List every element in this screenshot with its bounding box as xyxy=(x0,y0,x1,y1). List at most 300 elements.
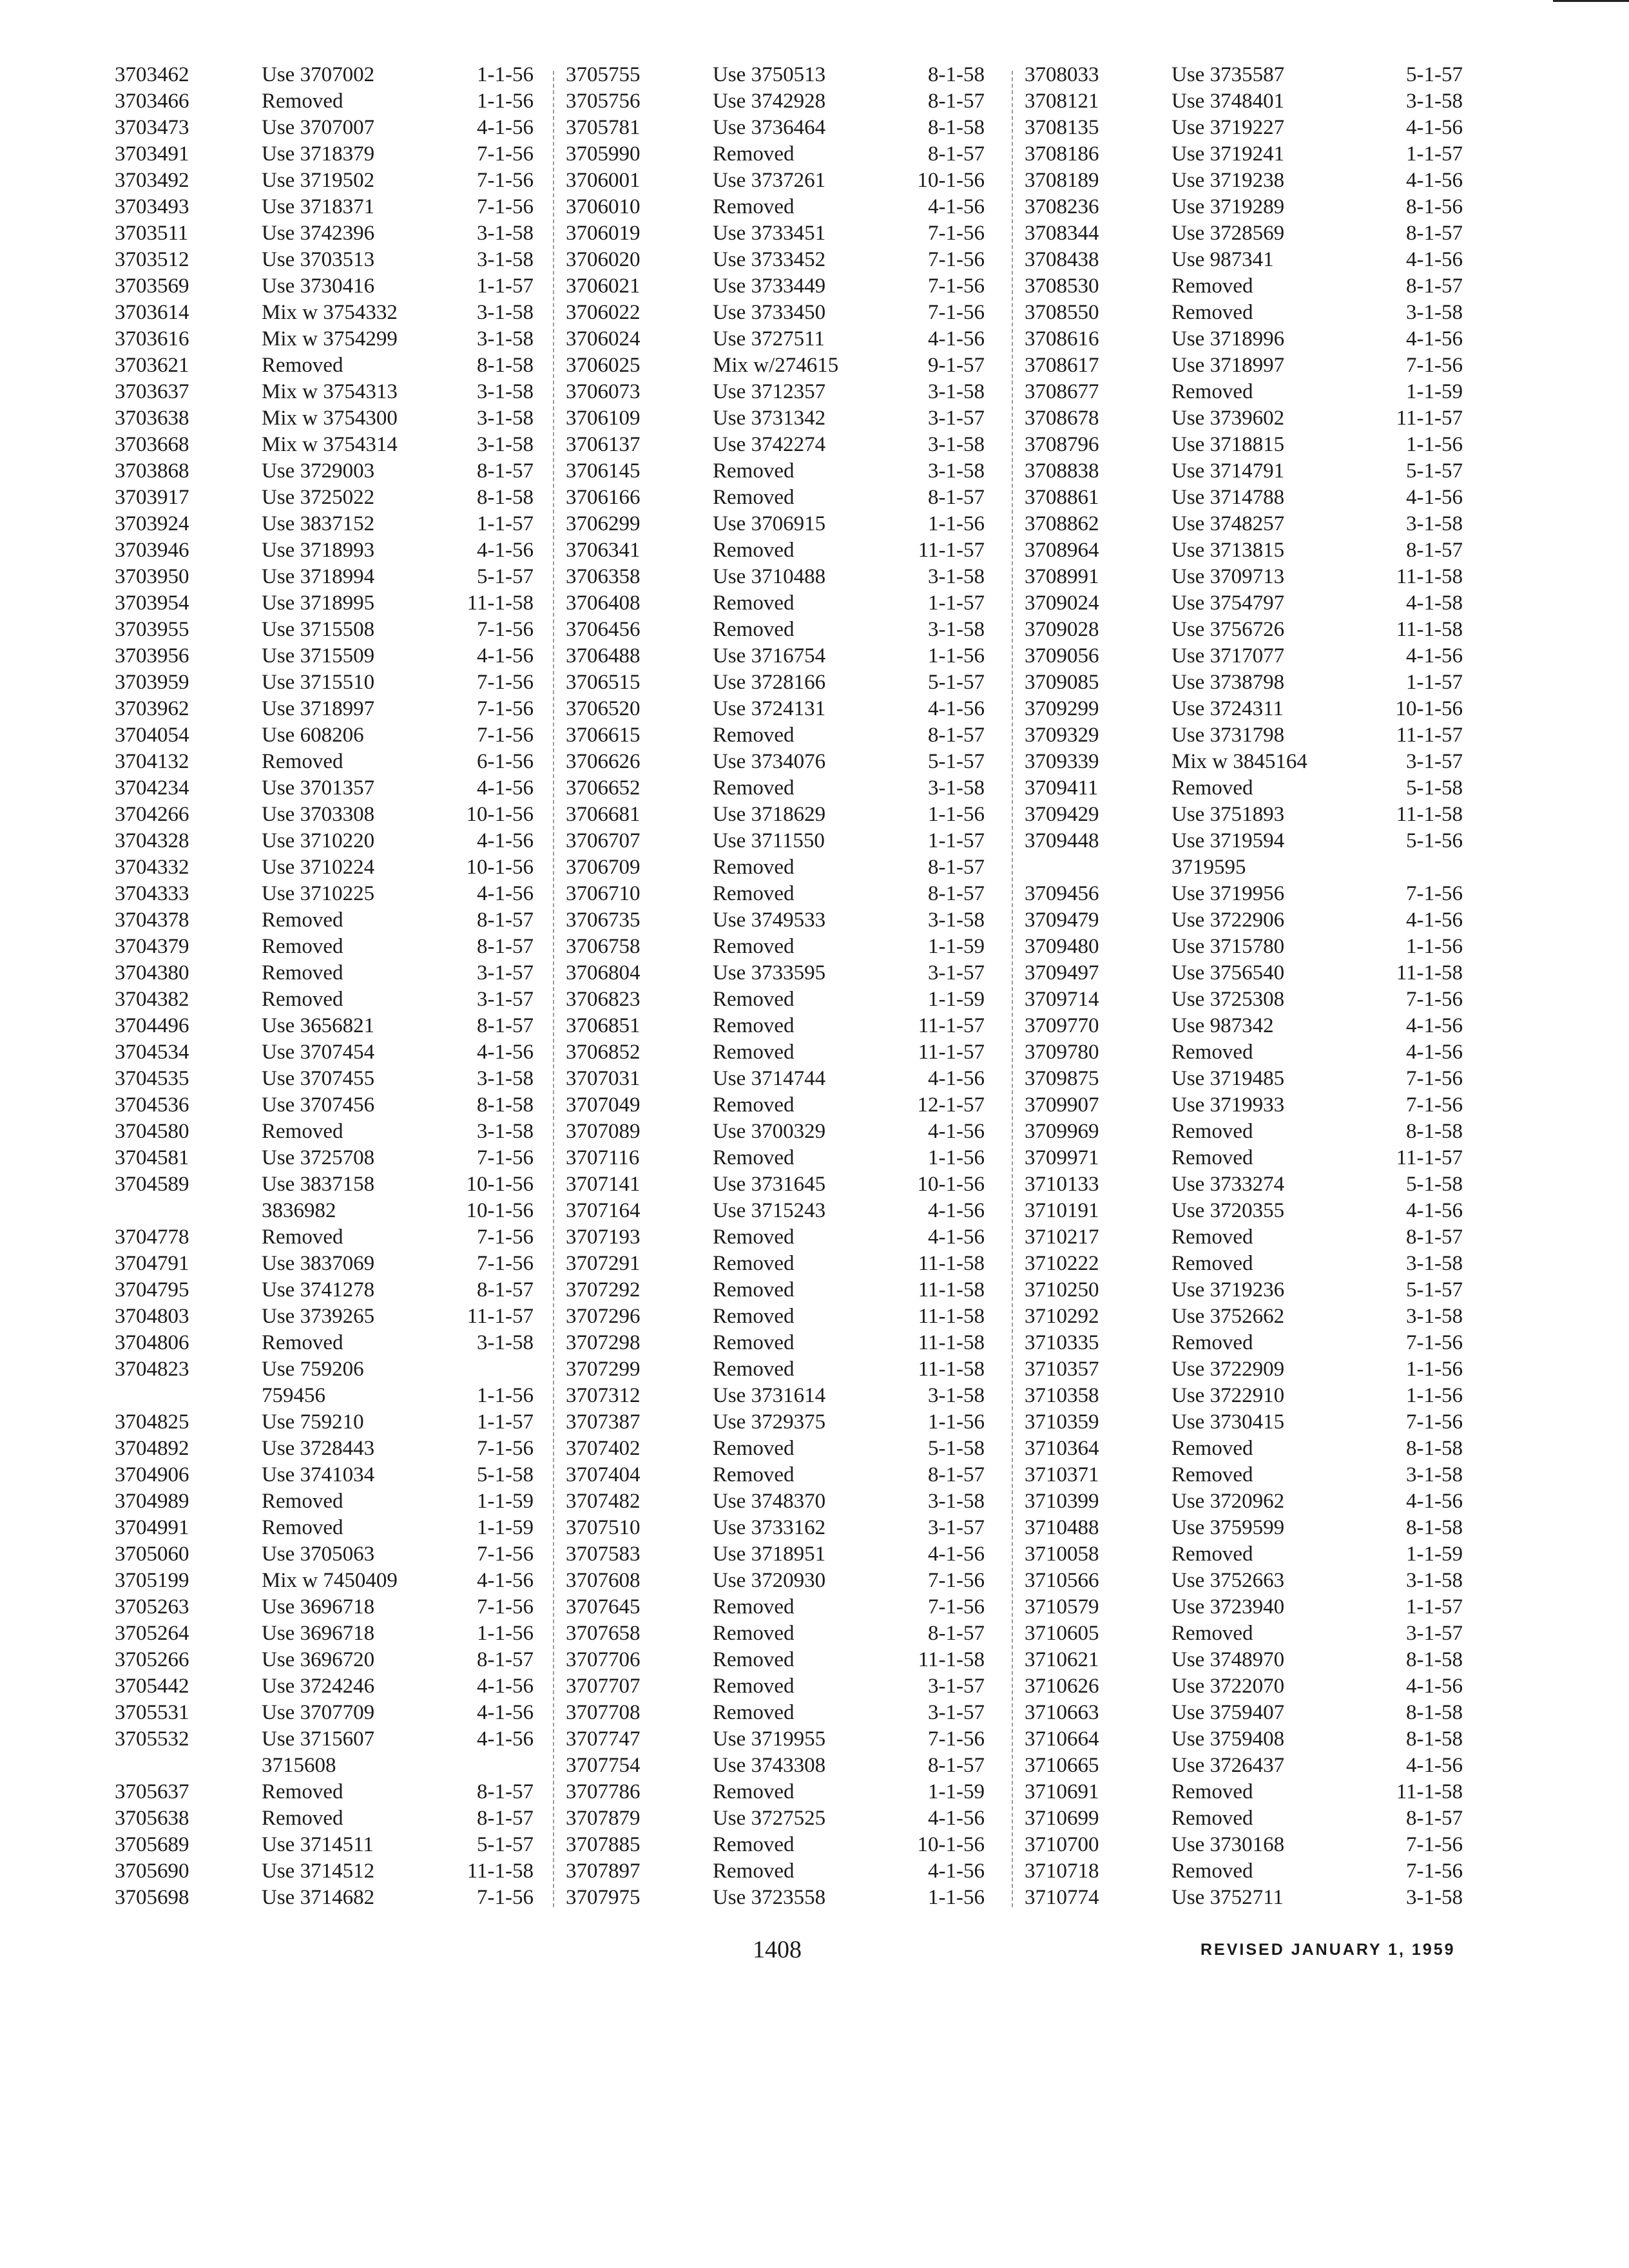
effective-date: 7-1-56 xyxy=(1406,1833,1463,1856)
effective-date: 5-1-56 xyxy=(1406,829,1463,852)
part-number: 3704906 xyxy=(115,1463,189,1486)
replacement-action: Removed xyxy=(713,1146,795,1169)
part-number: 3707754 xyxy=(566,1754,641,1777)
part-number: 3709056 xyxy=(1025,644,1099,668)
replacement-action: Mix w 3754313 xyxy=(262,380,398,403)
effective-date: 1-1-57 xyxy=(1406,671,1463,694)
effective-date: 3-1-58 xyxy=(1406,301,1463,324)
part-number: 3706823 xyxy=(566,988,641,1011)
table-row xyxy=(566,220,985,247)
part-number: 3704132 xyxy=(115,750,189,773)
replacement-action: Use 3742928 xyxy=(713,90,826,113)
part-number: 3706358 xyxy=(566,565,641,588)
replacement-action: Removed xyxy=(1171,380,1253,403)
table-row xyxy=(1025,1356,1463,1383)
table-row xyxy=(566,1647,985,1673)
replacement-action: Use 3715243 xyxy=(713,1199,826,1222)
effective-date: 4-1-56 xyxy=(928,1067,985,1090)
replacement-action: Use 3730168 xyxy=(1171,1833,1285,1856)
effective-date: 3-1-58 xyxy=(928,433,985,456)
effective-date: 3-1-57 xyxy=(1406,1622,1463,1645)
table-row xyxy=(566,1858,985,1885)
table-row xyxy=(115,1409,534,1436)
replacement-action: Removed xyxy=(262,1516,343,1539)
replacement-action: Use 3733274 xyxy=(1171,1173,1285,1196)
replacement-action: Mix w/274615 xyxy=(713,354,839,377)
part-number: 3703491 xyxy=(115,142,189,166)
replacement-action: Removed xyxy=(713,1305,795,1328)
part-number: 3707658 xyxy=(566,1622,641,1645)
top-edge-rule xyxy=(1553,0,1629,2)
part-number: 3703868 xyxy=(115,459,189,483)
table-row xyxy=(566,669,985,696)
effective-date: 11-1-57 xyxy=(1396,724,1463,747)
part-number: 3703616 xyxy=(115,327,189,351)
part-number: 3704534 xyxy=(115,1041,189,1064)
effective-date: 1-1-59 xyxy=(1406,1542,1463,1566)
replacement-action: Use 3720930 xyxy=(713,1569,826,1592)
table-row xyxy=(566,326,985,352)
part-number: 3710133 xyxy=(1025,1173,1099,1196)
replacement-action: Use 987341 xyxy=(1171,248,1274,271)
effective-date: 5-1-58 xyxy=(1406,1173,1463,1196)
part-number: 3705263 xyxy=(115,1595,189,1619)
effective-date: 8-1-57 xyxy=(1406,1225,1463,1249)
replacement-action: Use 3714512 xyxy=(262,1860,375,1883)
table-row xyxy=(1025,854,1463,881)
effective-date: 4-1-56 xyxy=(477,1701,534,1724)
effective-date: 7-1-56 xyxy=(477,1252,534,1275)
effective-date: 10-1-56 xyxy=(917,169,985,192)
part-number: 3703954 xyxy=(115,591,189,615)
effective-date: 1-1-57 xyxy=(928,829,985,852)
part-number: 3710718 xyxy=(1025,1860,1099,1883)
replacement-action: Use 3701357 xyxy=(262,776,375,800)
effective-date: 1-1-57 xyxy=(477,274,534,298)
effective-date: 7-1-56 xyxy=(928,1727,985,1751)
replacement-action: Removed xyxy=(1171,1437,1253,1460)
table-row xyxy=(115,1356,534,1383)
table-row xyxy=(115,485,534,511)
part-number: 3704989 xyxy=(115,1490,189,1513)
effective-date: 4-1-56 xyxy=(1406,1754,1463,1777)
effective-date: 8-1-58 xyxy=(1406,1727,1463,1751)
table-row xyxy=(566,1673,985,1700)
replacement-action: Use 3751893 xyxy=(1171,803,1285,826)
part-number: 3705755 xyxy=(566,63,641,86)
effective-date: 3-1-58 xyxy=(477,1120,534,1143)
effective-date: 4-1-56 xyxy=(1406,116,1463,139)
replacement-action: Removed xyxy=(1171,1225,1253,1249)
effective-date: 4-1-56 xyxy=(928,1199,985,1222)
parts-column-3 xyxy=(1025,62,1463,1911)
part-number: 3708189 xyxy=(1025,169,1099,192)
replacement-action: Use 3719485 xyxy=(1171,1067,1285,1090)
effective-date: 1-1-59 xyxy=(1406,380,1463,403)
part-number: 3705266 xyxy=(115,1648,189,1671)
effective-date: 3-1-57 xyxy=(928,1701,985,1724)
table-row xyxy=(115,960,534,986)
replacement-action: Use 3748401 xyxy=(1171,90,1285,113)
part-number: 3709780 xyxy=(1025,1041,1099,1064)
replacement-action: Use 3727511 xyxy=(713,327,825,351)
effective-date: 8-1-58 xyxy=(1406,1120,1463,1143)
table-row xyxy=(566,1436,985,1462)
table-row xyxy=(1025,141,1463,168)
effective-date: 7-1-56 xyxy=(477,697,534,720)
table-row xyxy=(1025,168,1463,194)
part-number: 3703569 xyxy=(115,274,189,298)
table-row xyxy=(115,1145,534,1171)
part-number: 3704378 xyxy=(115,908,189,932)
replacement-action: Use 3742396 xyxy=(262,222,375,245)
part-number: 3707885 xyxy=(566,1833,641,1856)
effective-date: 4-1-56 xyxy=(477,1727,534,1751)
replacement-action: Use 3722909 xyxy=(1171,1358,1285,1381)
replacement-action: Use 3738798 xyxy=(1171,671,1285,694)
part-number: 3707897 xyxy=(566,1860,641,1883)
replacement-action: Use 3837152 xyxy=(262,512,375,535)
part-number: 3710626 xyxy=(1025,1675,1099,1698)
table-row xyxy=(566,1303,985,1330)
table-row xyxy=(1025,485,1463,511)
part-number: 3703917 xyxy=(115,486,189,509)
replacement-action: Removed xyxy=(713,1780,795,1803)
replacement-action: Use 3716754 xyxy=(713,644,826,668)
part-number: 3709429 xyxy=(1025,803,1099,826)
part-number: 3704379 xyxy=(115,935,189,958)
table-row xyxy=(566,1066,985,1092)
table-row xyxy=(1025,1832,1463,1858)
part-number: 3707292 xyxy=(566,1278,641,1302)
effective-date: 8-1-57 xyxy=(477,1014,534,1037)
replacement-action: Use 3719956 xyxy=(1171,882,1285,905)
part-number: 3708964 xyxy=(1025,539,1099,562)
table-row xyxy=(1025,1885,1463,1911)
effective-date: 3-1-58 xyxy=(1406,512,1463,535)
replacement-action: Use 3739602 xyxy=(1171,407,1285,430)
effective-date: 8-1-58 xyxy=(1406,1648,1463,1671)
table-row xyxy=(566,1462,985,1488)
table-row xyxy=(1025,881,1463,907)
table-row xyxy=(566,775,985,802)
table-row xyxy=(1025,1726,1463,1753)
replacement-action: Removed xyxy=(713,1675,795,1698)
effective-date: 3-1-58 xyxy=(1406,1886,1463,1909)
table-row xyxy=(115,1620,534,1647)
effective-date: 1-1-59 xyxy=(928,1780,985,1803)
effective-date: 1-1-56 xyxy=(1406,1384,1463,1407)
effective-date: 11-1-58 xyxy=(1396,961,1463,985)
replacement-action: Use 3703308 xyxy=(262,803,375,826)
effective-date: 10-1-56 xyxy=(466,803,534,826)
effective-date: 11-1-58 xyxy=(918,1358,985,1381)
part-number: 3709028 xyxy=(1025,618,1099,641)
part-number: 3704266 xyxy=(115,803,189,826)
replacement-action: Removed xyxy=(713,882,795,905)
effective-date: 3-1-58 xyxy=(477,1067,534,1090)
table-row xyxy=(115,775,534,802)
part-number: 3710579 xyxy=(1025,1595,1099,1619)
table-row xyxy=(1025,379,1463,405)
effective-date: 3-1-57 xyxy=(928,1675,985,1698)
table-row xyxy=(566,1383,985,1409)
effective-date: 10-1-56 xyxy=(917,1833,985,1856)
part-number: 3706073 xyxy=(566,380,641,403)
replacement-action: Removed xyxy=(713,1358,795,1381)
effective-date: 7-1-56 xyxy=(1406,1093,1463,1117)
part-number: 3710292 xyxy=(1025,1305,1099,1328)
replacement-action: Use 3719502 xyxy=(262,169,375,192)
table-row xyxy=(115,1224,534,1251)
effective-date: 8-1-57 xyxy=(1406,539,1463,562)
table-row xyxy=(1025,1673,1463,1700)
table-row xyxy=(566,1277,985,1303)
table-row xyxy=(1025,1462,1463,1488)
effective-date: 4-1-56 xyxy=(1406,1041,1463,1064)
replacement-action: Use 3730416 xyxy=(262,274,375,298)
part-number: 3707706 xyxy=(566,1648,641,1671)
table-row xyxy=(566,1092,985,1119)
parts-column-2 xyxy=(566,62,985,1911)
effective-date: 1-1-56 xyxy=(1406,433,1463,456)
part-number: 3703512 xyxy=(115,248,189,271)
replacement-action: Removed xyxy=(262,1807,343,1830)
replacement-action: Removed xyxy=(262,988,343,1011)
table-row xyxy=(566,643,985,669)
table-row xyxy=(1025,1119,1463,1145)
part-number: 3705781 xyxy=(566,116,641,139)
table-row xyxy=(1025,986,1463,1013)
replacement-action: Use 3718993 xyxy=(262,539,375,562)
replacement-action: Use 3720355 xyxy=(1171,1199,1285,1222)
part-number: 3706735 xyxy=(566,908,641,932)
table-row xyxy=(115,1383,534,1409)
effective-date: 8-1-57 xyxy=(477,908,534,932)
part-number: 3709969 xyxy=(1025,1120,1099,1143)
table-row xyxy=(115,220,534,247)
replacement-action: Use 3733162 xyxy=(713,1516,826,1539)
part-number: 3708796 xyxy=(1025,433,1099,456)
table-row xyxy=(115,1119,534,1145)
table-row xyxy=(115,352,534,379)
effective-date: 3-1-58 xyxy=(928,380,985,403)
effective-date: 8-1-58 xyxy=(928,116,985,139)
effective-date: 10-1-56 xyxy=(466,1199,534,1222)
effective-date: 5-1-57 xyxy=(1406,459,1463,483)
table-row xyxy=(566,1700,985,1726)
effective-date: 7-1-56 xyxy=(1406,882,1463,905)
effective-date: 8-1-57 xyxy=(928,90,985,113)
effective-date: 10-1-56 xyxy=(466,856,534,879)
part-number: 3704580 xyxy=(115,1120,189,1143)
replacement-action: Use 3714744 xyxy=(713,1067,826,1090)
part-number: 3705690 xyxy=(115,1860,189,1883)
table-row xyxy=(115,1039,534,1066)
effective-date: 1-1-57 xyxy=(1406,1595,1463,1619)
effective-date: 4-1-56 xyxy=(928,697,985,720)
replacement-action: Use 3737261 xyxy=(713,169,826,192)
effective-date: 7-1-56 xyxy=(1406,354,1463,377)
replacement-action: Removed xyxy=(262,354,343,377)
part-number: 3706408 xyxy=(566,591,641,615)
effective-date: 1-1-57 xyxy=(1406,142,1463,166)
effective-date: 11-1-58 xyxy=(1396,618,1463,641)
replacement-action: Use 3719594 xyxy=(1171,829,1285,852)
replacement-action: Use 3718997 xyxy=(1171,354,1285,377)
table-row xyxy=(566,1805,985,1832)
table-row xyxy=(115,247,534,273)
part-number: 3704825 xyxy=(115,1410,189,1434)
part-number: 3707879 xyxy=(566,1807,641,1830)
table-row xyxy=(1025,1779,1463,1805)
effective-date: 5-1-57 xyxy=(477,565,534,588)
replacement-action: Use 3714511 xyxy=(262,1833,374,1856)
part-number: 3710691 xyxy=(1025,1780,1099,1803)
part-number: 3709907 xyxy=(1025,1093,1099,1117)
replacement-action: Removed xyxy=(713,1093,795,1117)
effective-date: 12-1-57 xyxy=(917,1093,985,1117)
effective-date: 7-1-56 xyxy=(928,248,985,271)
effective-date: 5-1-57 xyxy=(1406,63,1463,86)
effective-date: 7-1-56 xyxy=(928,1569,985,1592)
table-row xyxy=(1025,1145,1463,1171)
replacement-action: Use 3752663 xyxy=(1171,1569,1285,1592)
table-row xyxy=(566,1594,985,1620)
part-number: 3704791 xyxy=(115,1252,189,1275)
effective-date: 3-1-58 xyxy=(1406,1252,1463,1275)
effective-date: 4-1-56 xyxy=(928,1225,985,1249)
part-number: 3705199 xyxy=(115,1569,189,1592)
replacement-action: Use 3719289 xyxy=(1171,195,1285,218)
part-number: 3708616 xyxy=(1025,327,1099,351)
effective-date: 4-1-56 xyxy=(1406,1675,1463,1698)
replacement-action: Removed xyxy=(1171,1041,1253,1064)
replacement-action: Use 3752711 xyxy=(1171,1886,1284,1909)
replacement-action: Use 3715510 xyxy=(262,671,375,694)
table-row xyxy=(566,88,985,115)
replacement-action: Use 3714788 xyxy=(1171,486,1285,509)
replacement-action: Use 3759408 xyxy=(1171,1727,1285,1751)
replacement-action: Use 3711550 xyxy=(713,829,825,852)
part-number: 3705531 xyxy=(115,1701,189,1724)
table-row xyxy=(1025,1515,1463,1541)
replacement-action: Use 3718379 xyxy=(262,142,375,166)
part-number: 3707291 xyxy=(566,1252,641,1275)
replacement-action: Removed xyxy=(262,1120,343,1143)
table-row xyxy=(115,379,534,405)
replacement-action: Removed xyxy=(713,1331,795,1354)
table-row xyxy=(566,1779,985,1805)
effective-date: 1-1-59 xyxy=(477,1490,534,1513)
part-number: 3707402 xyxy=(566,1437,641,1460)
table-row xyxy=(1025,1198,1463,1224)
effective-date: 4-1-56 xyxy=(1406,1199,1463,1222)
replacement-action: Use 3731614 xyxy=(713,1384,826,1407)
replacement-action: 3836982 xyxy=(262,1199,336,1222)
table-row xyxy=(115,1885,534,1911)
replacement-action: Use 3729003 xyxy=(262,459,375,483)
part-number: 3706851 xyxy=(566,1014,641,1037)
table-row xyxy=(1025,194,1463,220)
replacement-action: Removed xyxy=(713,1041,795,1064)
table-row xyxy=(115,854,534,881)
part-number: 3706652 xyxy=(566,776,641,800)
part-number: 3710191 xyxy=(1025,1199,1099,1222)
replacement-action: Use 3759407 xyxy=(1171,1701,1285,1724)
table-row xyxy=(566,854,985,881)
part-number: 3707708 xyxy=(566,1701,641,1724)
replacement-action: Use 987342 xyxy=(1171,1014,1274,1037)
effective-date: 8-1-56 xyxy=(1406,195,1463,218)
effective-date: 3-1-58 xyxy=(1406,1463,1463,1486)
part-number: 3707747 xyxy=(566,1727,641,1751)
effective-date: 3-1-58 xyxy=(928,618,985,641)
replacement-action: Removed xyxy=(713,1278,795,1302)
replacement-action: Removed xyxy=(1171,1331,1253,1354)
effective-date: 4-1-56 xyxy=(1406,908,1463,932)
table-row xyxy=(566,1726,985,1753)
effective-date: 4-1-56 xyxy=(1406,1014,1463,1037)
part-number: 3710364 xyxy=(1025,1437,1099,1460)
part-number: 3707583 xyxy=(566,1542,641,1566)
replacement-action: Removed xyxy=(1171,1463,1253,1486)
part-number: 3706025 xyxy=(566,354,641,377)
effective-date: 8-1-58 xyxy=(1406,1516,1463,1539)
replacement-action: Use 3733595 xyxy=(713,961,826,985)
table-row xyxy=(566,1515,985,1541)
table-row xyxy=(566,247,985,273)
table-row xyxy=(115,907,534,934)
part-number: 3707141 xyxy=(566,1173,641,1196)
replacement-action: Removed xyxy=(713,988,795,1011)
replacement-action: Use 3707456 xyxy=(262,1093,375,1117)
replacement-action: Use 3722906 xyxy=(1171,908,1285,932)
effective-date: 7-1-56 xyxy=(477,169,534,192)
part-number: 3709024 xyxy=(1025,591,1099,615)
table-row xyxy=(566,168,985,194)
part-number: 3707786 xyxy=(566,1780,641,1803)
part-number: 3703637 xyxy=(115,380,189,403)
replacement-action: Removed xyxy=(262,961,343,985)
part-number: 3704536 xyxy=(115,1093,189,1117)
effective-date: 11-1-57 xyxy=(467,1305,534,1328)
column-separator xyxy=(553,71,554,1907)
part-number: 3703962 xyxy=(115,697,189,720)
table-row xyxy=(1025,907,1463,934)
table-row xyxy=(115,88,534,115)
page-number: 1408 xyxy=(753,1936,802,1963)
table-row xyxy=(115,1277,534,1303)
replacement-action: Removed xyxy=(262,1331,343,1354)
replacement-action: Use 3728166 xyxy=(713,671,826,694)
replacement-action: Use 3707007 xyxy=(262,116,375,139)
effective-date: 7-1-56 xyxy=(477,1437,534,1460)
effective-date: 1-1-56 xyxy=(928,1886,985,1909)
table-row xyxy=(115,62,534,88)
effective-date: 1-1-56 xyxy=(928,803,985,826)
effective-date: 8-1-57 xyxy=(928,486,985,509)
replacement-action: Use 3719238 xyxy=(1171,169,1285,192)
effective-date: 11-1-58 xyxy=(1396,565,1463,588)
replacement-action: Use 3733450 xyxy=(713,301,826,324)
table-row xyxy=(1025,1541,1463,1568)
table-row xyxy=(1025,300,1463,326)
effective-date: 7-1-56 xyxy=(477,724,534,747)
replacement-action: Use 3725708 xyxy=(262,1146,375,1169)
table-row xyxy=(566,802,985,828)
table-row xyxy=(566,273,985,300)
